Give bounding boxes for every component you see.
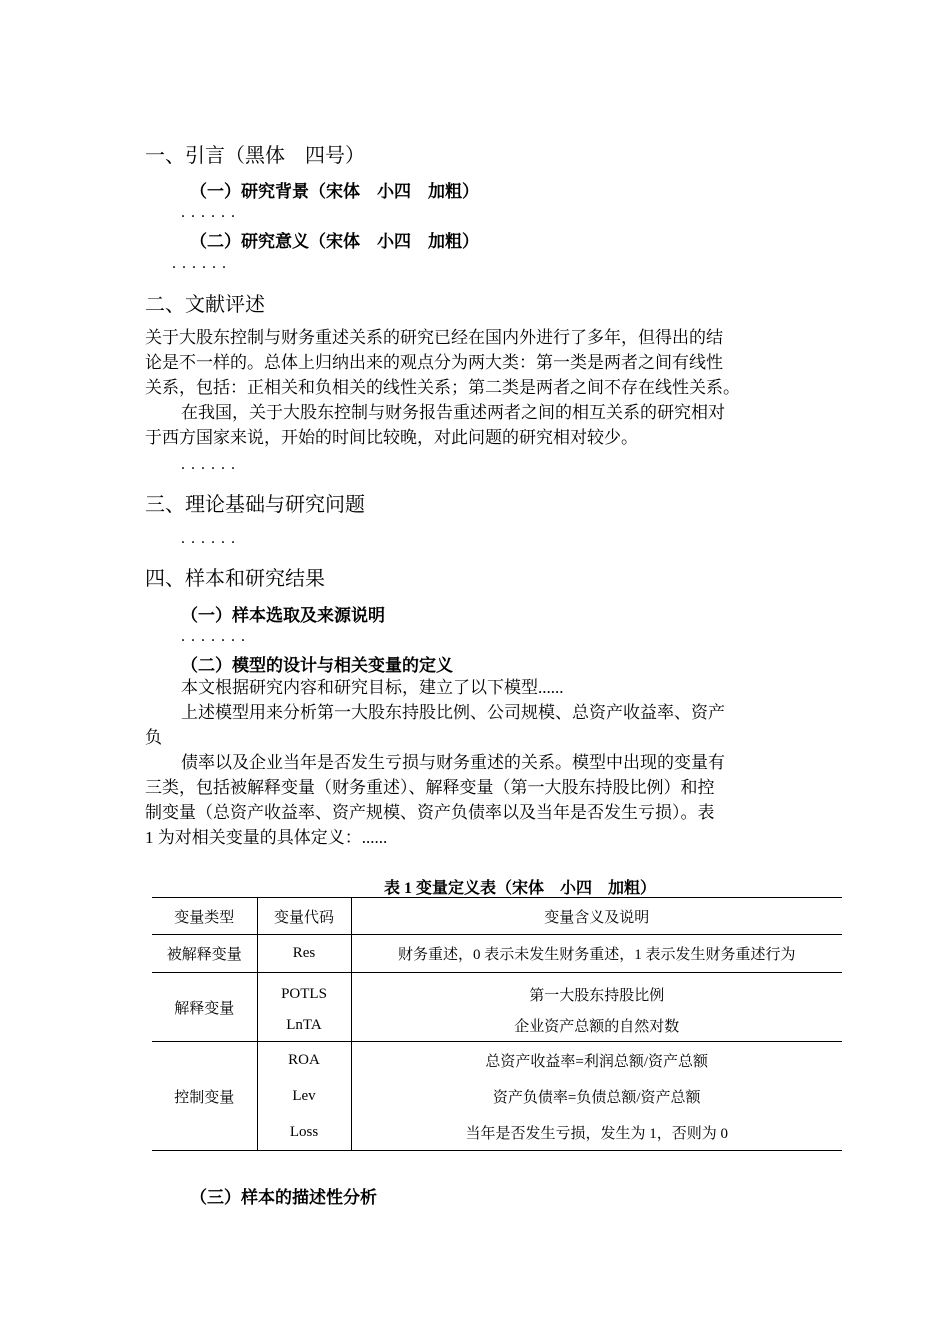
table-cell: ROA bbox=[257, 1042, 351, 1079]
section-2-heading: 二、文献评述 bbox=[145, 292, 265, 316]
ellipsis: ...... bbox=[181, 456, 241, 473]
table-cell: Lev bbox=[257, 1078, 351, 1114]
table-cell: 第一大股东持股比例 bbox=[351, 973, 842, 1011]
paragraph-line: 1 为对相关变量的具体定义：...... bbox=[145, 828, 388, 847]
column-header: 变量代码 bbox=[257, 898, 351, 935]
section-1-1-heading: （一）研究背景（宋体 小四 加粗） bbox=[190, 182, 479, 201]
literature-paragraph-2 bbox=[145, 400, 725, 450]
table-cell: 控制变量 bbox=[152, 1042, 257, 1151]
variables-paragraph-1 bbox=[145, 700, 725, 750]
table-cell: 财务重述，0 表示未发生财务重述，1 表示发生财务重述行为 bbox=[397, 947, 796, 963]
literature-paragraph-1 bbox=[145, 325, 740, 400]
variables-paragraph-2 bbox=[145, 750, 725, 850]
section-1-heading: 一、引言（黑体 四号） bbox=[145, 143, 365, 167]
paragraph-line: 关系，包括：正相关和负相关的线性关系；第二类是两者之间不存在线性关系。 bbox=[145, 378, 740, 397]
ellipsis: ...... bbox=[181, 204, 241, 221]
section-4-heading: 四、样本和研究结果 bbox=[145, 566, 325, 590]
column-header: 变量类型 bbox=[152, 898, 257, 935]
paragraph-line: 于西方国家来说，开始的时间比较晚，对此问题的研究相对较少。 bbox=[145, 428, 638, 447]
table-cell: 被解释变量 bbox=[152, 935, 257, 973]
paragraph-line: 关于大股东控制与财务重述关系的研究已经在国内外进行了多年，但得出的结 bbox=[145, 328, 723, 347]
section-4-1-heading: （一）样本选取及来源说明 bbox=[181, 606, 385, 625]
column-header: 变量含义及说明 bbox=[351, 898, 842, 935]
variable-definition-table bbox=[152, 897, 842, 1151]
table-row bbox=[152, 1042, 842, 1079]
section-3-heading: 三、理论基础与研究问题 bbox=[145, 492, 365, 516]
table-cell: 当年是否发生亏损，发生为 1，否则为 0 bbox=[465, 1125, 728, 1142]
paragraph-line: 上述模型用来分析第一大股东持股比例、公司规模、总资产收益率、资产 bbox=[181, 703, 725, 722]
table-cell: POTLS bbox=[257, 973, 351, 1011]
table-cell: 总资产收益率=利润总额/资产总额 bbox=[351, 1042, 842, 1079]
section-1-2-heading: （二）研究意义（宋体 小四 加粗） bbox=[190, 232, 479, 251]
ellipsis: ....... bbox=[181, 628, 251, 645]
paragraph-line: 负 bbox=[145, 728, 162, 747]
section-4-3-heading: （三）样本的描述性分析 bbox=[190, 1188, 377, 1207]
table-row bbox=[152, 935, 842, 973]
paragraph-line: 本文根据研究内容和研究目标，建立了以下模型...... bbox=[181, 678, 564, 697]
table-cell: LnTA bbox=[257, 1010, 351, 1042]
table-cell: 企业资产总额的自然对数 bbox=[514, 1019, 680, 1035]
table-row bbox=[152, 973, 842, 1011]
paragraph-line: 制变量（总资产收益率、资产规模、资产负债率以及当年是否发生亏损）。表 bbox=[145, 803, 715, 822]
ellipsis: ...... bbox=[181, 530, 241, 547]
model-paragraph bbox=[181, 675, 564, 700]
table-cell: Loss bbox=[257, 1114, 351, 1151]
paragraph-line: 债率以及企业当年是否发生亏损与财务重述的关系。模型中出现的变量有 bbox=[181, 753, 725, 772]
paragraph-line: 三类，包括被解释变量（财务重述）、解释变量（第一大股东持股比例）和控 bbox=[145, 778, 715, 797]
paragraph-line: 在我国，关于大股东控制与财务报告重述两者之间的相互关系的研究相对 bbox=[181, 403, 725, 422]
ellipsis: ...... bbox=[172, 255, 232, 272]
table-header-row bbox=[152, 898, 842, 935]
table-cell: Res bbox=[257, 935, 351, 973]
table-cell: 解释变量 bbox=[152, 973, 257, 1042]
table-caption: 表 1 变量定义表（宋体 小四 加粗） bbox=[384, 880, 657, 897]
section-4-2-heading: （二）模型的设计与相关变量的定义 bbox=[181, 656, 453, 675]
table-cell: 资产负债率=负债总额/资产总额 bbox=[492, 1089, 701, 1106]
paragraph-line: 论是不一样的。总体上归纳出来的观点分为两大类：第一类是两者之间有线性 bbox=[145, 353, 723, 372]
